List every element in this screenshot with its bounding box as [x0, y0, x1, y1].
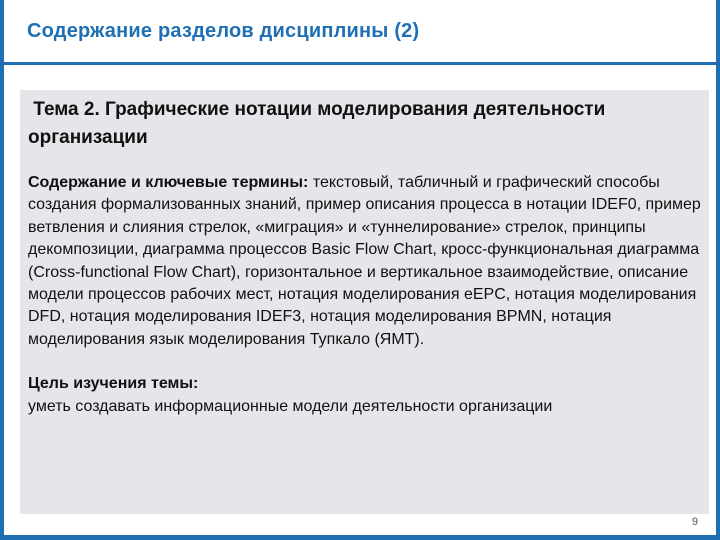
topic-title: [28, 96, 703, 152]
key-terms-text: текстовый, табличный и графический способы создания формализованных знаний, пример описания процесса в нотации IDEF0, пример ветвления и слияния стрелок, «миграция» и «туннелирование» стрелок, принципы декомпозиции, диаграмма процессов Basic Flow Chart, кросс-функциональная диаграмма (Cross-functional Flow Chart), горизонтальное и вертикальное взаимодействие, описание модели процессов рабочих мест, нотация моделирования eEPC, нотация моделирования DFD, нотация моделирования IDEF3, нотация моделирования BPMN, нотация моделирования язык моделирования Тупкало (ЯМТ).: [28, 174, 701, 348]
topic-content-box: [20, 90, 709, 514]
key-terms-paragraph: [28, 172, 703, 351]
key-terms-label: Содержание и ключевые термины:: [28, 174, 309, 191]
title-divider: [4, 62, 716, 65]
left-border: [0, 0, 4, 540]
slide-title: Содержание разделов дисциплины (2): [27, 20, 420, 42]
goal-heading: Цель изучения темы:: [28, 375, 199, 393]
bottom-border: [0, 535, 720, 540]
right-border: [716, 0, 720, 540]
page-number: 9: [691, 516, 698, 528]
topic-title-text: Тема 2. Графические нотации моделирования деятельности организации: [28, 99, 606, 148]
goal-text: уметь создавать информационные модели деятельности организации: [28, 397, 553, 415]
